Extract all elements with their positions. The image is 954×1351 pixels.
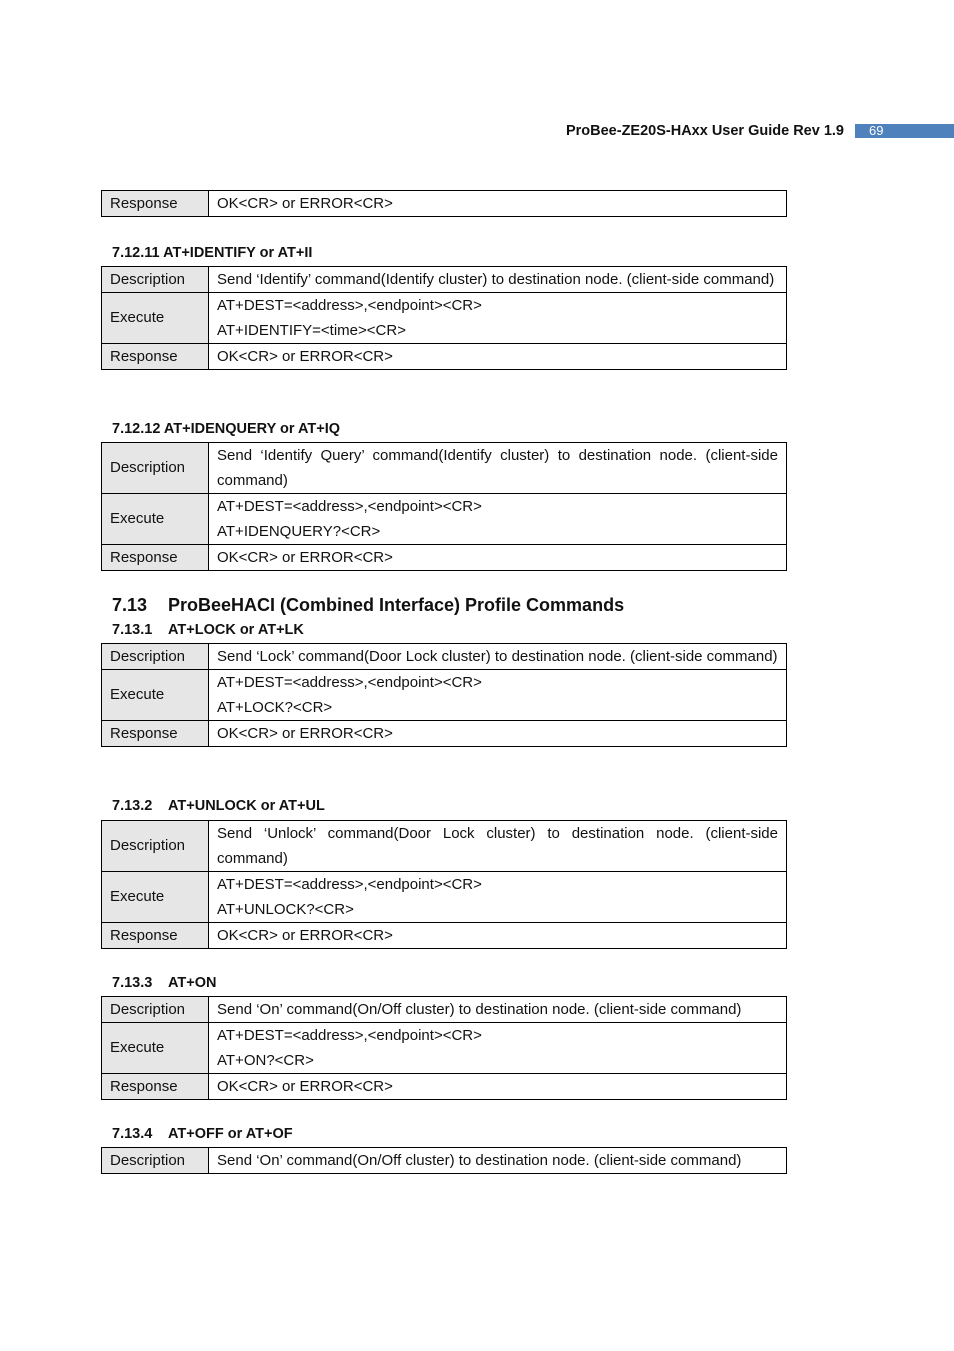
response-value: OK<CR> or ERROR<CR>: [209, 1074, 787, 1100]
major-section-title: ProBeeHACI (Combined Interface) Profile Commands: [168, 595, 625, 615]
execute-line: AT+DEST=<address>,<endpoint><CR>: [217, 1027, 482, 1044]
execute-value: [209, 293, 787, 344]
execute-label: Execute: [102, 494, 209, 545]
execute-line: AT+UNLOCK?<CR>: [217, 901, 354, 918]
command-table-identify: [101, 266, 787, 370]
page-header: [0, 122, 954, 142]
response-label: Response: [102, 1074, 209, 1100]
response-value: OK<CR> or ERROR<CR>: [209, 191, 787, 217]
response-label: Response: [102, 545, 209, 571]
document-title: ProBee-ZE20S-HAxx User Guide Rev 1.9: [565, 123, 844, 139]
major-section-heading: [112, 595, 624, 616]
execute-label: Execute: [102, 872, 209, 923]
description-value: Send ‘Identify’ command(Identify cluster) to destination node. (client-side command): [209, 267, 787, 293]
command-table-on: [101, 996, 787, 1100]
subsection-number: 7.13.1: [112, 622, 153, 638]
execute-label: Execute: [102, 293, 209, 344]
subsection-title: AT+OFF or AT+OF: [168, 1126, 293, 1142]
execute-value: [209, 872, 787, 923]
section-heading-7-12-11: 7.12.11 AT+IDENTIFY or AT+II: [112, 245, 313, 261]
command-table-off: [101, 1147, 787, 1174]
execute-line: AT+DEST=<address>,<endpoint><CR>: [217, 297, 482, 314]
execute-line: AT+LOCK?<CR>: [217, 699, 333, 716]
subsection-heading-7-13-3: [112, 975, 216, 991]
execute-line: AT+IDENTIFY=<time><CR>: [217, 322, 406, 339]
subsection-title: AT+LOCK or AT+LK: [168, 622, 304, 638]
execute-line: AT+ON?<CR>: [217, 1052, 314, 1069]
major-section-number: 7.13: [112, 595, 148, 615]
description-value: Send ‘Identify Query’ command(Identify cluster) to destination node. (client-side command): [209, 443, 787, 494]
execute-line: AT+DEST=<address>,<endpoint><CR>: [217, 876, 482, 893]
response-label: Response: [102, 344, 209, 370]
description-label: Description: [102, 997, 209, 1023]
execute-label: Execute: [102, 670, 209, 721]
response-value: OK<CR> or ERROR<CR>: [209, 721, 787, 747]
description-label: Description: [102, 443, 209, 494]
command-table-lock: [101, 643, 787, 747]
execute-value: [209, 1023, 787, 1074]
subsection-title: AT+UNLOCK or AT+UL: [168, 798, 325, 814]
execute-label: Execute: [102, 1023, 209, 1074]
description-value: Send ‘On’ command(On/Off cluster) to destination node. (client-side command): [209, 1148, 787, 1174]
subsection-heading-7-13-2: [112, 798, 325, 814]
description-label: Description: [102, 267, 209, 293]
command-table-unlock: [101, 820, 787, 949]
response-value: OK<CR> or ERROR<CR>: [209, 923, 787, 949]
description-label: Description: [102, 821, 209, 872]
description-value: Send ‘Lock’ command(Door Lock cluster) to destination node. (client-side command): [209, 644, 787, 670]
continued-table: [101, 190, 787, 217]
execute-value: [209, 494, 787, 545]
response-label: Response: [102, 191, 209, 217]
subsection-number: 7.13.4: [112, 1126, 153, 1142]
subsection-number: 7.13.2: [112, 798, 153, 814]
subsection-heading-7-13-1: [112, 622, 304, 638]
page-number-badge: 69: [855, 124, 954, 138]
description-value: Send ‘Unlock’ command(Door Lock cluster) to destination node. (client-side command): [209, 821, 787, 872]
subsection-number: 7.13.3: [112, 975, 153, 991]
section-heading-7-12-12: 7.12.12 AT+IDENQUERY or AT+IQ: [112, 421, 341, 437]
response-value: OK<CR> or ERROR<CR>: [209, 344, 787, 370]
response-label: Response: [102, 923, 209, 949]
execute-value: [209, 670, 787, 721]
response-label: Response: [102, 721, 209, 747]
description-value: Send ‘On’ command(On/Off cluster) to destination node. (client-side command): [209, 997, 787, 1023]
command-table-idenquery: [101, 442, 787, 571]
execute-line: AT+IDENQUERY?<CR>: [217, 523, 381, 540]
subsection-heading-7-13-4: [112, 1126, 293, 1142]
description-label: Description: [102, 1148, 209, 1174]
subsection-title: AT+ON: [168, 975, 217, 991]
description-label: Description: [102, 644, 209, 670]
execute-line: AT+DEST=<address>,<endpoint><CR>: [217, 674, 482, 691]
response-value: OK<CR> or ERROR<CR>: [209, 545, 787, 571]
execute-line: AT+DEST=<address>,<endpoint><CR>: [217, 498, 482, 515]
